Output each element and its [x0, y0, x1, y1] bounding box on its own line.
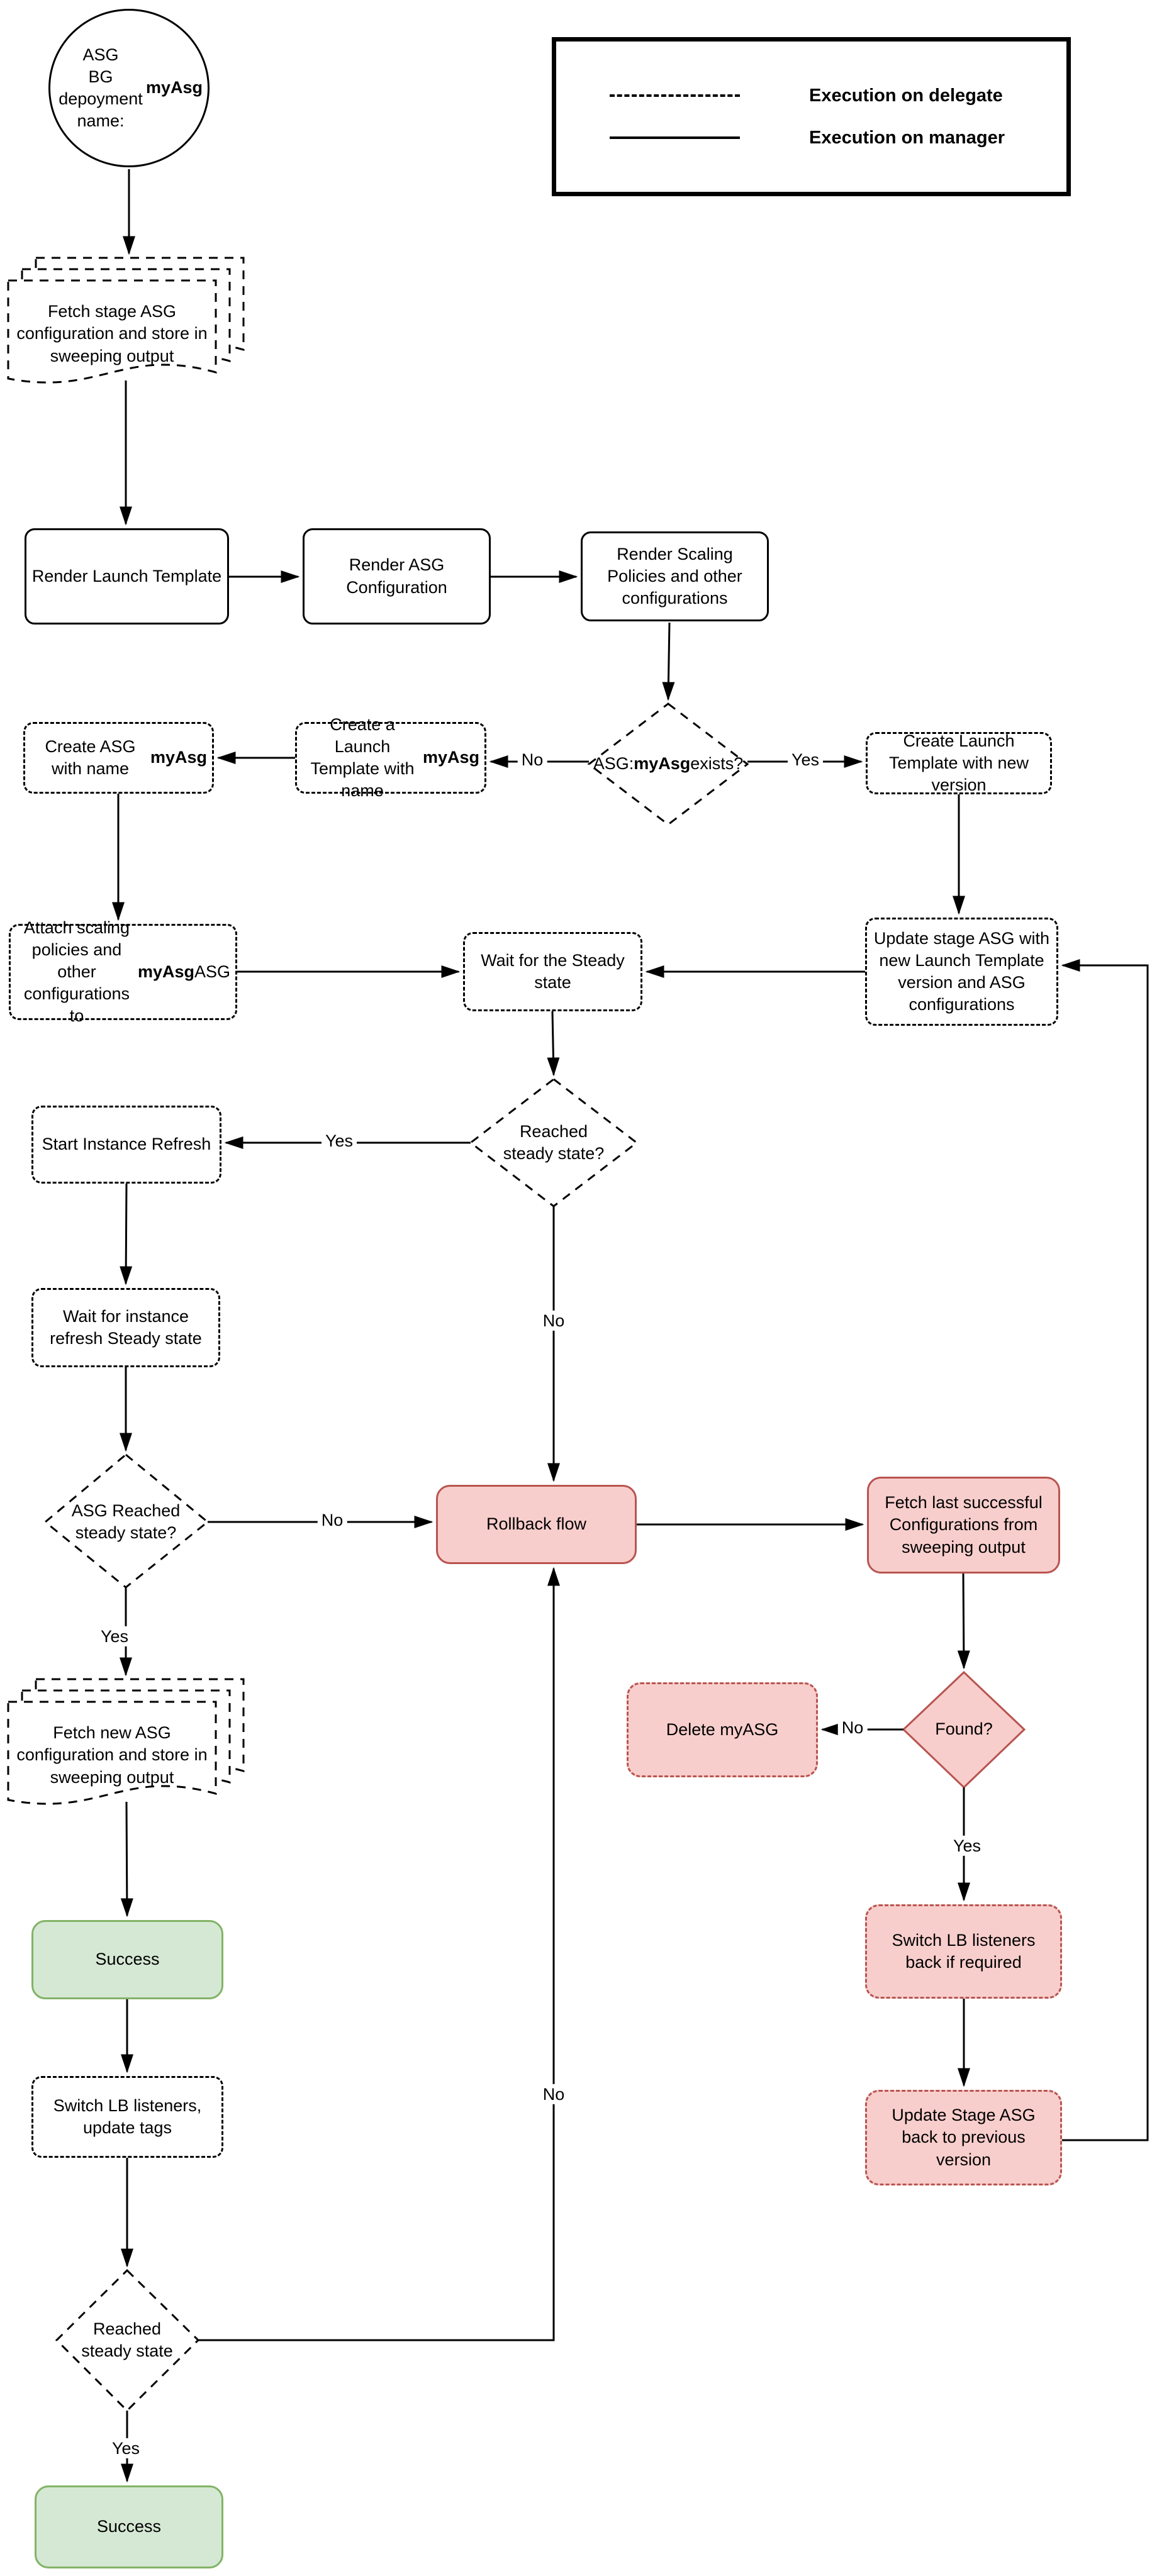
legend	[552, 37, 1071, 196]
legend-label-manager: Execution on manager	[809, 127, 1005, 148]
node-switch-lb-listeners-back: Switch LB listeners back if required	[865, 1904, 1062, 1999]
legend-row-delegate	[556, 86, 1066, 106]
label-found: Found?	[935, 1719, 993, 1739]
node-render-asg-configuration: Render ASG Configuration	[303, 528, 491, 625]
edge-reached-final-no-rollback	[198, 1568, 554, 2340]
legend-label-delegate: Execution on delegate	[809, 85, 1003, 106]
node-delete-myasg: Delete myASG	[627, 1682, 818, 1777]
edge-wait-steady-to-reached	[552, 1011, 554, 1075]
edge-label-no-reached-final: No	[539, 2084, 569, 2104]
node-fetch-last-successful: Fetch last successful Configurations from sweeping output	[867, 1477, 1060, 1574]
node-attach-scaling-policies: Attach scaling policies and other configurations to myAsg ASG	[9, 924, 237, 1020]
node-update-stage-asg: Update stage ASG with new Launch Template version and ASG configurations	[865, 918, 1058, 1026]
node-wait-instance-refresh: Wait for instance refresh Steady state	[31, 1288, 220, 1367]
legend-row-manager	[556, 128, 1066, 148]
edge-label-yes-reached-final: Yes	[108, 2438, 143, 2458]
edge-update-back-loop-to-update-stage	[1062, 965, 1148, 2140]
node-switch-lb-listeners-update-tags: Switch LB listeners, update tags	[31, 2076, 223, 2158]
node-create-asg-myasg: Create ASG with name myAsg	[23, 722, 214, 794]
edge-label-yes-reached-steady: Yes	[322, 1131, 357, 1151]
node-render-scaling-policies: Render Scaling Policies and other configurations	[581, 531, 769, 621]
node-render-launch-template: Render Launch Template	[25, 528, 229, 625]
node-success-mid: Success	[31, 1920, 223, 1999]
edge-label-yes-found: Yes	[949, 1836, 985, 1856]
legend-dashed-line-sample	[610, 94, 740, 97]
label-reached-steady: Reached steady state?	[503, 1121, 605, 1163]
edge-label-no-reached-steady: No	[539, 1311, 569, 1331]
label-fetch-new-asg: Fetch new ASG configuration and store in sweeping output	[16, 1723, 208, 1787]
legend-solid-line-sample	[610, 136, 740, 139]
node-start: ASG BG depoyment name: myAsg	[48, 9, 210, 167]
node-wait-for-steady-state: Wait for the Steady state	[463, 932, 642, 1011]
node-success-final: Success	[35, 2485, 223, 2568]
edge-fetch-last-to-found	[963, 1574, 964, 1668]
label-reached-steady-final: Reached steady state	[81, 2319, 173, 2360]
edge-scaling-to-asg-exists	[668, 623, 669, 699]
label-asg-reached-steady: ASG Reached steady state?	[71, 1501, 181, 1542]
node-create-launch-template-new-version: Create Launch Template with new version	[866, 732, 1052, 794]
edge-label-yes-asg-reached: Yes	[97, 1626, 132, 1646]
node-start-instance-refresh: Start Instance Refresh	[31, 1106, 221, 1184]
node-rollback-flow: Rollback flow	[436, 1485, 637, 1564]
edge-label-no-asg-reached: No	[318, 1510, 347, 1530]
edge-label-no-found: No	[838, 1718, 868, 1738]
edge-fetch-new-to-success	[126, 1802, 127, 1916]
node-create-launch-template-myasg: Create a Launch Template with name myAsg	[295, 722, 486, 794]
label-asg-exists: ASG: myAsg exists?	[593, 754, 744, 774]
edge-label-yes-asg-exists: Yes	[788, 750, 823, 770]
edge-label-no-asg-exists: No	[518, 750, 547, 770]
label-fetch-stage-asg: Fetch stage ASG configuration and store in sweeping output	[16, 302, 208, 365]
node-update-stage-asg-back: Update Stage ASG back to previous version	[865, 2090, 1062, 2185]
